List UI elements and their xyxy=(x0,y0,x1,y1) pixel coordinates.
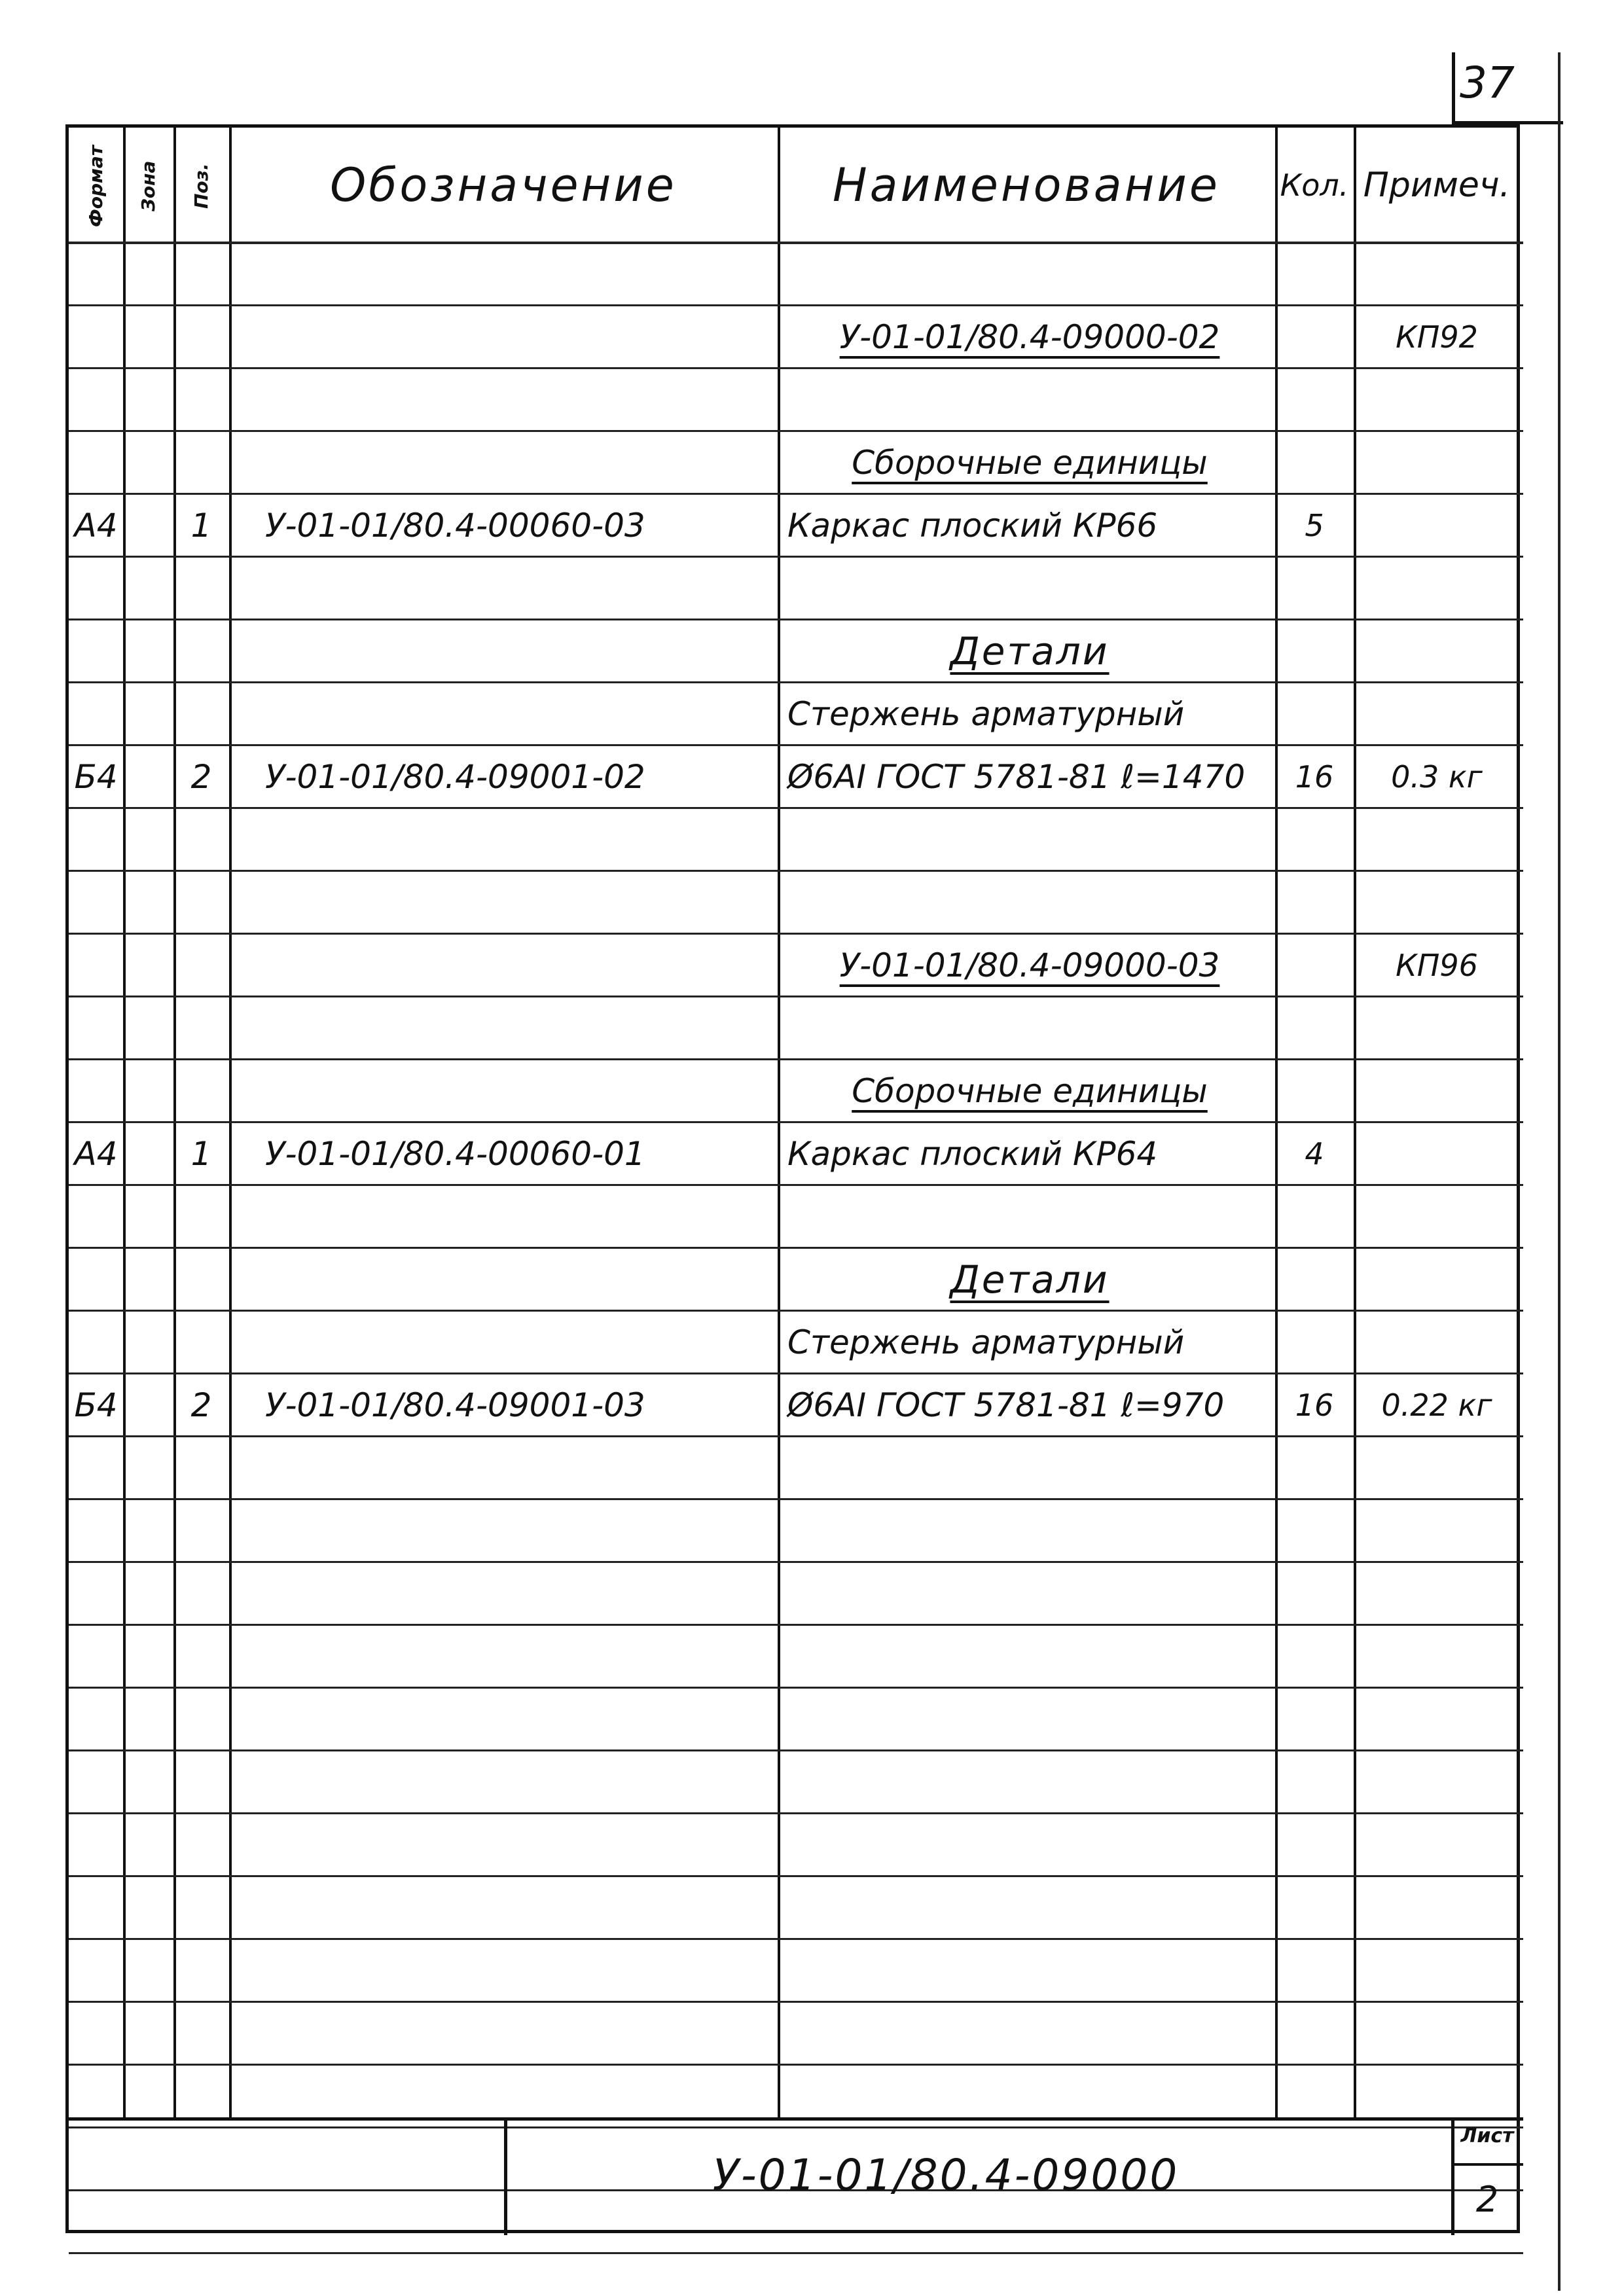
cell-format: Б4 xyxy=(74,1386,118,1424)
cell-position xyxy=(173,997,229,1060)
cell-format xyxy=(69,871,123,934)
cell-qty xyxy=(1275,1625,1354,1688)
cell-format xyxy=(69,557,123,620)
cell-format xyxy=(69,306,123,368)
cell-qty xyxy=(1275,1499,1354,1562)
cell-position xyxy=(173,1248,229,1311)
cell-designation xyxy=(265,1939,778,2002)
cell-name xyxy=(787,368,1272,431)
cell-name xyxy=(787,1437,1272,1499)
cell-format xyxy=(69,1751,123,1814)
cell-format xyxy=(69,1248,123,1311)
cell-format xyxy=(69,431,123,494)
cell-zone xyxy=(123,1311,173,1374)
cell-designation xyxy=(265,431,778,494)
cell-position xyxy=(173,1311,229,1374)
cell-format xyxy=(69,1499,123,1562)
cell-position xyxy=(173,808,229,871)
cell-format xyxy=(69,1562,123,1625)
cell-note xyxy=(1354,1814,1520,1876)
cell-qty xyxy=(1275,1060,1354,1122)
cell-position xyxy=(173,1625,229,1688)
cell-format: Б4 xyxy=(74,758,118,796)
title-block-top-rule xyxy=(69,2117,1523,2121)
cell-name xyxy=(787,1814,1272,1876)
cell-position: 1 xyxy=(190,507,212,545)
cell-name xyxy=(787,1939,1272,2002)
cell-position xyxy=(173,1185,229,1248)
cell-qty xyxy=(1275,1751,1354,1814)
cell-note xyxy=(1354,1122,1520,1185)
cell-designation xyxy=(265,620,778,683)
cell-position: 1 xyxy=(190,1135,212,1173)
cell-qty: 5 xyxy=(1305,508,1324,543)
cell-position xyxy=(173,1939,229,2002)
cell-note xyxy=(1354,1185,1520,1248)
specification-table xyxy=(65,124,1520,2233)
cell-name: Сборочные единицы xyxy=(852,1072,1208,1110)
cell-designation xyxy=(265,1688,778,1751)
cell-designation xyxy=(265,2002,778,2065)
cell-qty xyxy=(1275,1939,1354,2002)
page-number-rule xyxy=(1452,52,1455,124)
cell-note xyxy=(1354,494,1520,557)
cell-note: 0.22 кг xyxy=(1381,1388,1492,1423)
cell-name: Стержень арматурный xyxy=(787,695,1185,733)
cell-note xyxy=(1354,1499,1520,1562)
cell-zone xyxy=(123,1688,173,1751)
cell-name: Сборочные единицы xyxy=(852,444,1208,482)
header-format: Формат xyxy=(85,145,107,227)
cell-note xyxy=(1354,1562,1520,1625)
cell-name: Детали xyxy=(950,629,1110,673)
cell-designation xyxy=(265,557,778,620)
cell-note: КП92 xyxy=(1396,319,1478,355)
cell-format: А4 xyxy=(74,507,118,545)
cell-name xyxy=(787,1625,1272,1688)
cell-zone xyxy=(123,934,173,997)
cell-format: А4 xyxy=(74,1135,118,1173)
cell-zone xyxy=(123,1939,173,2002)
cell-position: 2 xyxy=(190,758,212,796)
cell-note xyxy=(1354,1688,1520,1751)
cell-format xyxy=(69,2191,123,2253)
cell-zone xyxy=(123,997,173,1060)
cell-format xyxy=(69,683,123,745)
cell-zone xyxy=(123,431,173,494)
cell-qty xyxy=(1275,997,1354,1060)
page-number: 37 xyxy=(1460,58,1515,108)
cell-qty xyxy=(1275,871,1354,934)
cell-name xyxy=(787,997,1272,1060)
cell-designation xyxy=(265,934,778,997)
cell-position xyxy=(173,620,229,683)
cell-note xyxy=(1354,808,1520,871)
cell-designation xyxy=(265,1625,778,1688)
cell-note xyxy=(1354,620,1520,683)
cell-designation xyxy=(265,306,778,368)
cell-name: Ø6АI ГОСТ 5781-81 ℓ=1470 xyxy=(787,758,1246,796)
cell-zone xyxy=(123,368,173,431)
cell-note: 0.3 кг xyxy=(1391,759,1483,795)
cell-qty xyxy=(1275,1437,1354,1499)
cell-position xyxy=(173,2191,229,2253)
cell-qty xyxy=(1275,1814,1354,1876)
cell-name xyxy=(787,1185,1272,1248)
cell-designation xyxy=(265,1751,778,1814)
cell-qty xyxy=(1275,2002,1354,2065)
cell-designation xyxy=(265,1814,778,1876)
cell-zone xyxy=(123,2002,173,2065)
cell-designation: У-01-01/80.4-00060-03 xyxy=(265,507,645,545)
cell-qty xyxy=(1275,1185,1354,1248)
cell-zone xyxy=(123,1562,173,1625)
cell-designation xyxy=(265,808,778,871)
cell-designation xyxy=(265,683,778,745)
cell-format xyxy=(69,1939,123,2002)
cell-designation: У-01-01/80.4-09001-02 xyxy=(265,758,645,796)
cell-designation xyxy=(265,1876,778,1939)
cell-designation xyxy=(265,997,778,1060)
cell-note xyxy=(1354,683,1520,745)
cell-zone xyxy=(123,620,173,683)
cell-name xyxy=(787,1876,1272,1939)
cell-note: КП96 xyxy=(1396,948,1478,983)
cell-position xyxy=(173,2002,229,2065)
cell-name: Ø6АI ГОСТ 5781-81 ℓ=970 xyxy=(787,1386,1225,1424)
cell-qty xyxy=(1275,1248,1354,1311)
cell-name: Каркас плоский КР64 xyxy=(787,1135,1158,1173)
cell-note xyxy=(1354,997,1520,1060)
cell-zone xyxy=(123,243,173,306)
header-name: Наименование xyxy=(833,158,1220,212)
header-qty: Кол. xyxy=(1280,168,1349,203)
cell-format xyxy=(69,2002,123,2065)
cell-designation: У-01-01/80.4-00060-01 xyxy=(265,1135,645,1173)
sheet-number: 2 xyxy=(1475,2178,1499,2220)
cell-zone xyxy=(123,1122,173,1185)
cell-position xyxy=(173,1499,229,1562)
cell-zone xyxy=(123,1876,173,1939)
cell-format xyxy=(69,620,123,683)
cell-position xyxy=(173,306,229,368)
cell-format xyxy=(69,243,123,306)
cell-note xyxy=(1354,368,1520,431)
cell-format xyxy=(69,1688,123,1751)
cell-name xyxy=(787,1751,1272,1814)
sheet-label: Лист xyxy=(1460,2124,1514,2147)
cell-format xyxy=(69,1311,123,1374)
cell-name: Стержень арматурный xyxy=(787,1323,1185,1361)
cell-zone xyxy=(123,1814,173,1876)
cell-designation xyxy=(265,1248,778,1311)
cell-designation xyxy=(265,1311,778,1374)
sheet-edge xyxy=(1558,52,1561,2291)
cell-designation xyxy=(265,368,778,431)
cell-name xyxy=(787,1688,1272,1751)
cell-position xyxy=(173,934,229,997)
cell-format xyxy=(69,1437,123,1499)
cell-zone xyxy=(123,1060,173,1122)
cell-qty xyxy=(1275,1562,1354,1625)
cell-qty: 16 xyxy=(1295,759,1334,795)
cell-qty xyxy=(1275,808,1354,871)
cell-note xyxy=(1354,871,1520,934)
cell-note xyxy=(1354,431,1520,494)
cell-note xyxy=(1354,1248,1520,1311)
cell-qty xyxy=(1275,620,1354,683)
cell-position xyxy=(173,2128,229,2191)
header-note: Примеч. xyxy=(1363,166,1511,205)
cell-zone xyxy=(123,557,173,620)
cell-zone xyxy=(123,683,173,745)
cell-name xyxy=(787,1499,1272,1562)
cell-designation: У-01-01/80.4-09001-03 xyxy=(265,1386,645,1424)
cell-position xyxy=(173,1814,229,1876)
cell-note xyxy=(1354,1437,1520,1499)
cell-qty xyxy=(1275,1688,1354,1751)
cell-format xyxy=(69,1185,123,1248)
cell-zone xyxy=(123,745,173,808)
cell-qty xyxy=(1275,1876,1354,1939)
cell-designation xyxy=(265,1499,778,1562)
cell-qty xyxy=(1275,306,1354,368)
cell-zone xyxy=(123,2191,173,2253)
cell-position xyxy=(173,1876,229,1939)
header-position: Поз. xyxy=(190,163,212,209)
cell-zone xyxy=(123,1374,173,1437)
cell-position xyxy=(173,243,229,306)
cell-zone xyxy=(123,1751,173,1814)
cell-position xyxy=(173,871,229,934)
cell-format xyxy=(69,1814,123,1876)
cell-name: Детали xyxy=(950,1257,1110,1302)
cell-format xyxy=(69,368,123,431)
cell-name xyxy=(787,243,1272,306)
cell-note xyxy=(1354,1060,1520,1122)
cell-qty xyxy=(1275,557,1354,620)
cell-note xyxy=(1354,1625,1520,1688)
cell-designation xyxy=(265,243,778,306)
cell-qty xyxy=(1275,431,1354,494)
cell-qty: 16 xyxy=(1295,1388,1334,1423)
cell-note xyxy=(1354,1311,1520,1374)
cell-position xyxy=(173,1688,229,1751)
header-designation: Обозначение xyxy=(330,158,677,212)
cell-note xyxy=(1354,2002,1520,2065)
cell-qty xyxy=(1275,1311,1354,1374)
cell-name xyxy=(787,557,1272,620)
cell-format xyxy=(69,934,123,997)
cell-name xyxy=(787,1562,1272,1625)
cell-position xyxy=(173,368,229,431)
cell-position xyxy=(173,1562,229,1625)
cell-format xyxy=(69,808,123,871)
cell-position xyxy=(173,1060,229,1122)
cell-zone xyxy=(123,1185,173,1248)
sheet-box-rule xyxy=(1451,2163,1523,2166)
cell-position xyxy=(173,1751,229,1814)
cell-qty xyxy=(1275,934,1354,997)
cell-qty xyxy=(1275,683,1354,745)
cell-note xyxy=(1354,1751,1520,1814)
row-rule xyxy=(69,2252,1523,2254)
cell-name: У-01-01/80.4-09000-02 xyxy=(839,318,1220,356)
cell-position xyxy=(173,557,229,620)
cell-position xyxy=(173,431,229,494)
cell-qty: 4 xyxy=(1305,1136,1324,1172)
cell-name: У-01-01/80.4-09000-03 xyxy=(839,946,1220,984)
header-zone: Зона xyxy=(137,160,159,211)
cell-format xyxy=(69,997,123,1060)
cell-name xyxy=(787,871,1272,934)
cell-zone xyxy=(123,1499,173,1562)
cell-zone xyxy=(123,306,173,368)
cell-zone xyxy=(123,1248,173,1311)
cell-note xyxy=(1354,557,1520,620)
cell-designation xyxy=(265,871,778,934)
cell-designation xyxy=(265,1562,778,1625)
cell-name xyxy=(787,2002,1272,2065)
cell-designation xyxy=(265,1437,778,1499)
cell-zone xyxy=(123,2128,173,2191)
document-code: У-01-01/80.4-09000 xyxy=(712,2149,1180,2200)
cell-qty xyxy=(1275,368,1354,431)
cell-note xyxy=(1354,243,1520,306)
cell-zone xyxy=(123,1437,173,1499)
cell-note xyxy=(1354,1939,1520,2002)
cell-note xyxy=(1354,1876,1520,1939)
cell-designation xyxy=(265,1060,778,1122)
cell-format xyxy=(69,1625,123,1688)
cell-zone xyxy=(123,1625,173,1688)
cell-designation xyxy=(265,1185,778,1248)
cell-name xyxy=(787,808,1272,871)
cell-zone xyxy=(123,494,173,557)
cell-format xyxy=(69,1876,123,1939)
cell-format xyxy=(69,2128,123,2191)
cell-qty xyxy=(1275,243,1354,306)
cell-zone xyxy=(123,871,173,934)
cell-format xyxy=(69,1060,123,1122)
cell-zone xyxy=(123,808,173,871)
cell-position: 2 xyxy=(190,1386,212,1424)
cell-position xyxy=(173,1437,229,1499)
cell-name: Каркас плоский КР66 xyxy=(787,507,1158,545)
cell-position xyxy=(173,683,229,745)
